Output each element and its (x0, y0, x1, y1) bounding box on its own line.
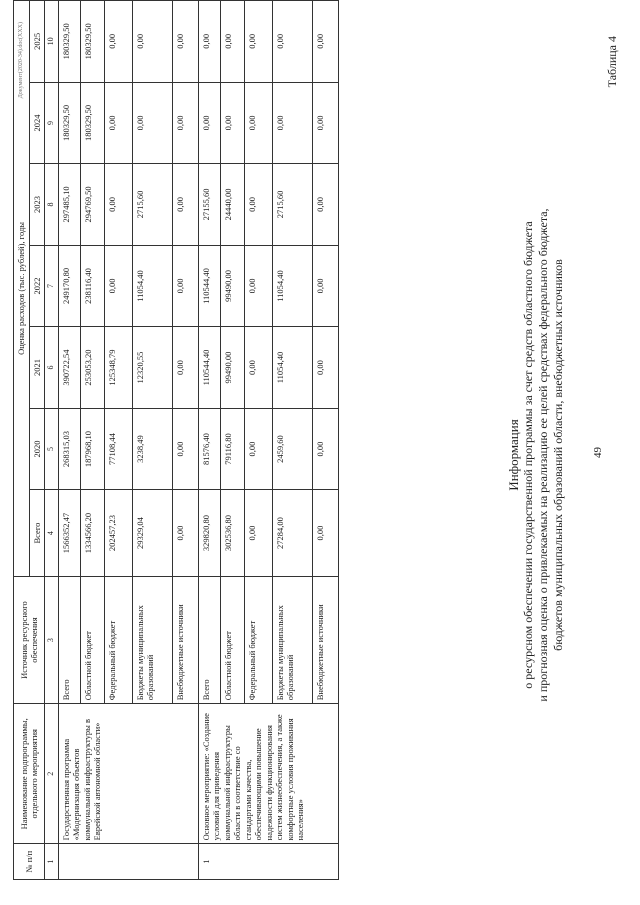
header-year: 2024 (29, 82, 45, 164)
year-value: 180329,50 (80, 82, 104, 164)
funding-source: Областной бюджет (220, 576, 244, 703)
col-index: 3 (45, 576, 59, 703)
total-value: 302536,80 (220, 490, 244, 577)
year-value: 77108,44 (104, 408, 132, 490)
year-value: 0,00 (244, 327, 272, 409)
table-row (58, 1, 80, 880)
year-value: 99490,00 (220, 245, 244, 327)
total-value: 27284,00 (272, 490, 312, 577)
table-body (58, 1, 338, 880)
year-value: 0,00 (172, 82, 198, 164)
col-index: 10 (45, 1, 59, 83)
table-label: Таблица 4 (605, 36, 619, 88)
year-value: 0,00 (198, 82, 220, 164)
year-value: 0,00 (312, 408, 338, 490)
year-value: 0,00 (312, 327, 338, 409)
funding-source: Бюджеты муниципальных образований (272, 576, 312, 703)
header-source: Источник ресурсного обеспечения (14, 576, 45, 703)
table-header (14, 1, 59, 880)
year-value: 180329,50 (80, 1, 104, 83)
total-value: 202457,23 (104, 490, 132, 577)
title-line-2: о ресурсном обеспечении государственной программы за счет средств областного бюджета (521, 221, 535, 689)
year-value: 0,00 (312, 82, 338, 164)
title-line-3: и прогнозная оценка о привлекаемых на реализацию ее целей средствах федерального бюджета, (536, 208, 550, 702)
col-index: 7 (45, 245, 59, 327)
col-index: 2 (45, 704, 59, 844)
header-estimate: Оценка расходов (тыс. рублей), годы (14, 1, 30, 577)
year-value: 99490,00 (220, 327, 244, 409)
funding-source: Внебюджетные источники (312, 576, 338, 703)
year-value: 0,00 (172, 408, 198, 490)
total-value: 329820,80 (198, 490, 220, 577)
row-number: 1 (198, 844, 338, 880)
year-value: 79116,80 (220, 408, 244, 490)
funding-source: Всего (198, 576, 220, 703)
year-value: 0,00 (104, 245, 132, 327)
col-index: 8 (45, 164, 59, 246)
title-line-1: Информация (506, 419, 521, 491)
col-index: 9 (45, 82, 59, 164)
col-index: 1 (45, 844, 59, 880)
resource-table (13, 0, 339, 880)
year-value: 268315,03 (58, 408, 80, 490)
year-value: 0,00 (198, 1, 220, 83)
year-value: 0,00 (312, 245, 338, 327)
year-value: 0,00 (132, 82, 172, 164)
year-value: 238116,40 (80, 245, 104, 327)
year-value: 0,00 (132, 1, 172, 83)
year-value: 0,00 (172, 1, 198, 83)
year-value: 297485,10 (58, 164, 80, 246)
year-value: 0,00 (220, 1, 244, 83)
year-value: 0,00 (272, 82, 312, 164)
year-value: 11054,40 (272, 327, 312, 409)
year-value: 253053,20 (80, 327, 104, 409)
year-value: 110544,40 (198, 245, 220, 327)
year-value: 24440,00 (220, 164, 244, 246)
header-year: 2021 (29, 327, 45, 409)
total-value: 1334566,20 (80, 490, 104, 577)
year-value: 180329,50 (58, 82, 80, 164)
year-value: 81576,40 (198, 408, 220, 490)
footer-mark: Документ(2020-34).doc(XXX) (18, 22, 24, 99)
year-value: 0,00 (244, 245, 272, 327)
year-value: 0,00 (244, 408, 272, 490)
year-value: 0,00 (312, 1, 338, 83)
year-value: 110544,40 (198, 327, 220, 409)
year-value: 294769,50 (80, 164, 104, 246)
year-value: 0,00 (272, 1, 312, 83)
row-number (58, 844, 198, 880)
year-value: 249170,80 (58, 245, 80, 327)
funding-source: Бюджеты муниципальных образований (132, 576, 172, 703)
year-value: 0,00 (312, 164, 338, 246)
year-value: 0,00 (172, 245, 198, 327)
page-number: 49 (592, 447, 604, 458)
year-value: 11054,40 (272, 245, 312, 327)
table-row (198, 1, 220, 880)
year-value: 187968,10 (80, 408, 104, 490)
year-value: 2459,60 (272, 408, 312, 490)
year-value: 180329,50 (58, 1, 80, 83)
year-value: 27155,60 (198, 164, 220, 246)
year-value: 11054,40 (132, 245, 172, 327)
year-value: 2715,60 (272, 164, 312, 246)
year-value: 2715,60 (132, 164, 172, 246)
year-value: 0,00 (244, 1, 272, 83)
funding-source: Федеральный бюджет (104, 576, 132, 703)
year-value: 390722,54 (58, 327, 80, 409)
funding-source: Всего (58, 576, 80, 703)
year-value: 0,00 (104, 164, 132, 246)
title-line-4: бюджетов муниципальных образований области, внебюджетных источников (551, 259, 565, 651)
funding-source: Внебюджетные источники (172, 576, 198, 703)
col-index: 5 (45, 408, 59, 490)
total-value: 0,00 (244, 490, 272, 577)
funding-source: Областной бюджет (80, 576, 104, 703)
col-index: 4 (45, 490, 59, 577)
year-value: 125348,79 (104, 327, 132, 409)
header-year: 2025 (29, 1, 45, 83)
year-value: 0,00 (104, 82, 132, 164)
year-value: 3238,49 (132, 408, 172, 490)
total-value: 0,00 (312, 490, 338, 577)
year-value: 0,00 (220, 82, 244, 164)
header-year: 2023 (29, 164, 45, 246)
column-index-row (45, 1, 59, 880)
col-index: 6 (45, 327, 59, 409)
year-value: 12320,55 (132, 327, 172, 409)
year-value: 0,00 (244, 82, 272, 164)
header-num: № п/п (14, 844, 45, 880)
header-total: Всего (29, 490, 45, 577)
total-value: 29329,04 (132, 490, 172, 577)
year-value: 0,00 (172, 164, 198, 246)
total-value: 1566352,47 (58, 490, 80, 577)
document-title (506, 155, 566, 755)
program-name: Основное мероприятие: «Создание условий для приведения коммунальной инфраструктуры области в соответствие со стандартами качества, обеспечивающими повышение надежности функционирования систем жизнеобеспечения, а также комфортные условия проживания населения» (198, 704, 338, 844)
program-name: Государственная программа «Модернизация объектов коммунальной инфраструктуры в Еврейской автономной области» (58, 704, 198, 844)
year-value: 0,00 (172, 327, 198, 409)
header-year: 2022 (29, 245, 45, 327)
header-year: 2020 (29, 408, 45, 490)
funding-source: Федеральный бюджет (244, 576, 272, 703)
year-value: 0,00 (244, 164, 272, 246)
header-name: Наименование подпрограммы, отдельного мероприятия (14, 704, 45, 844)
total-value: 0,00 (172, 490, 198, 577)
year-value: 0,00 (104, 1, 132, 83)
